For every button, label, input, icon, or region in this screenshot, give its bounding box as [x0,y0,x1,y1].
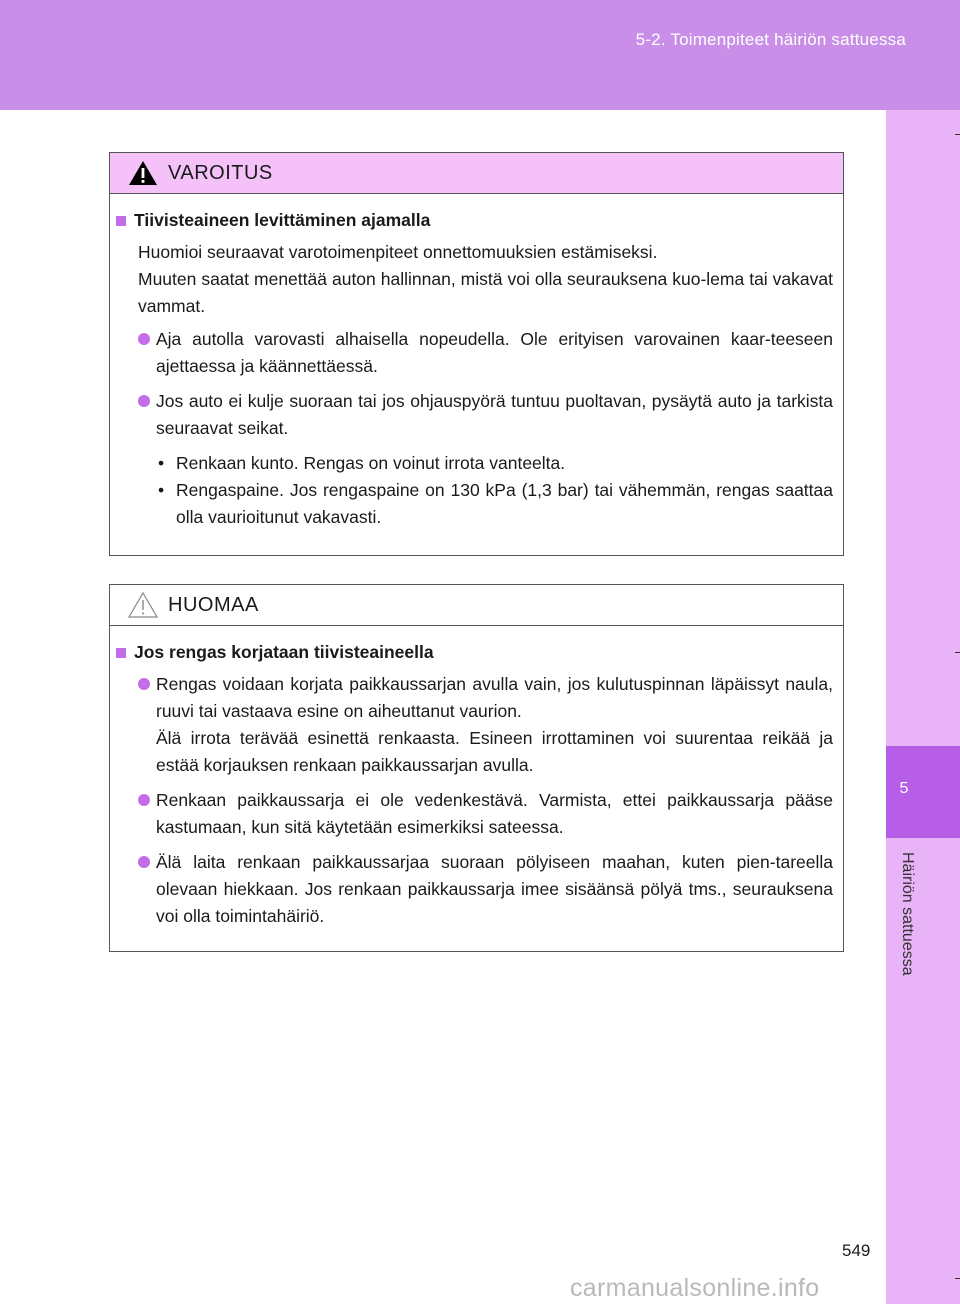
warning-heading [116,210,833,231]
notice-bullet [138,671,833,779]
notice-bullet [138,849,833,930]
sub-bullet-mark: • [158,453,165,473]
warning-header [110,153,843,194]
crop-mark [955,1278,960,1279]
square-bullet-icon [116,648,126,658]
warning-bullet [138,326,833,380]
warning-bullet-text: Jos auto ei kulje suoraan tai jos ohjauspyörä tuntuu puoltavan, pysäytä auto ja tarkista seuraavat seikat. [156,391,833,438]
notice-bullet-content [156,671,833,779]
chapter-number: 5 [899,780,909,797]
warning-sub-item-text: Rengaspaine. Jos rengaspaine on 130 kPa (1,3 bar) tai vähemmän, rengas saattaa olla vaurioitunut vakavasti. [176,480,833,527]
warning-body [110,194,843,547]
warning-title: VAROITUS [168,162,273,184]
sub-bullet-mark: • [158,480,165,500]
warning-bullet [138,388,833,442]
crop-mark [955,652,960,653]
notice-box [109,584,844,952]
warning-box [109,152,844,556]
notice-header [110,585,843,626]
round-bullet-icon [138,794,150,806]
square-bullet-icon [116,216,126,226]
notice-heading-text: Jos rengas korjataan tiivisteaineella [134,642,434,662]
notice-body [110,626,843,954]
notice-heading [116,642,833,663]
notice-title: HUOMAA [168,594,259,616]
watermark: carmanualsonline.info [570,1274,820,1302]
notice-bullet-extra: Älä irrota terävää esinettä renkaasta. Esineen irrottaminen voi suurentaa reikää ja estää korjauksen renkaan paikkaussarjan avulla. [156,728,833,775]
caution-triangle-icon [128,591,158,619]
chapter-label: Häiriön sattuessa [899,852,916,976]
notice-bullet [138,787,833,841]
round-bullet-icon [138,333,150,345]
notice-bullet-text: Renkaan paikkaussarja ei ole vedenkestävä. Varmista, ettei paikkaussarja pääse kastumaan, kun sitä käytetään esimerkiksi sateessa. [156,790,833,837]
section-title: 5-2. Toimenpiteet häiriön sattuessa [635,30,906,49]
warning-sub-item-text: Renkaan kunto. Rengas on voinut irrota vanteelta. [176,453,566,473]
round-bullet-icon [138,678,150,690]
notice-bullet-text: Älä laita renkaan paikkaussarjaa suoraan pölyiseen maahan, kuten pien-tareella olevaan hiekkaan. Jos renkaan paikkaussarja imee sisäänsä pölyä tms., seurauksena voi olla toimintahäiriö. [156,852,833,926]
warning-sub-item [158,450,833,477]
warning-intro-line: Muuten saatat menettää auton hallinnan, mistä voi olla seurauksena kuo-lema tai vakavat vammat. [138,269,833,316]
crop-mark [955,134,960,135]
header-bar [0,0,960,110]
page-number: 549 [842,1241,871,1260]
warning-sub-item [158,477,833,531]
warning-heading-text: Tiivisteaineen levittäminen ajamalla [134,210,431,230]
warning-triangle-icon [128,159,158,187]
round-bullet-icon [138,856,150,868]
round-bullet-icon [138,395,150,407]
warning-intro-line: Huomioi seuraavat varotoimenpiteet onnettomuuksien estämiseksi. [138,242,658,262]
notice-bullet-text: Rengas voidaan korjata paikkaussarjan avulla vain, jos kulutuspinnan läpäissyt naula, ruuvi tai vastaava esine on aiheuttanut vaurion. [156,674,833,721]
chapter-side-tab [886,110,960,1304]
warning-bullet-text: Aja autolla varovasti alhaisella nopeudella. Ole erityisen varovainen kaar-teeseen ajettaessa ja käännettäessä. [156,329,833,376]
